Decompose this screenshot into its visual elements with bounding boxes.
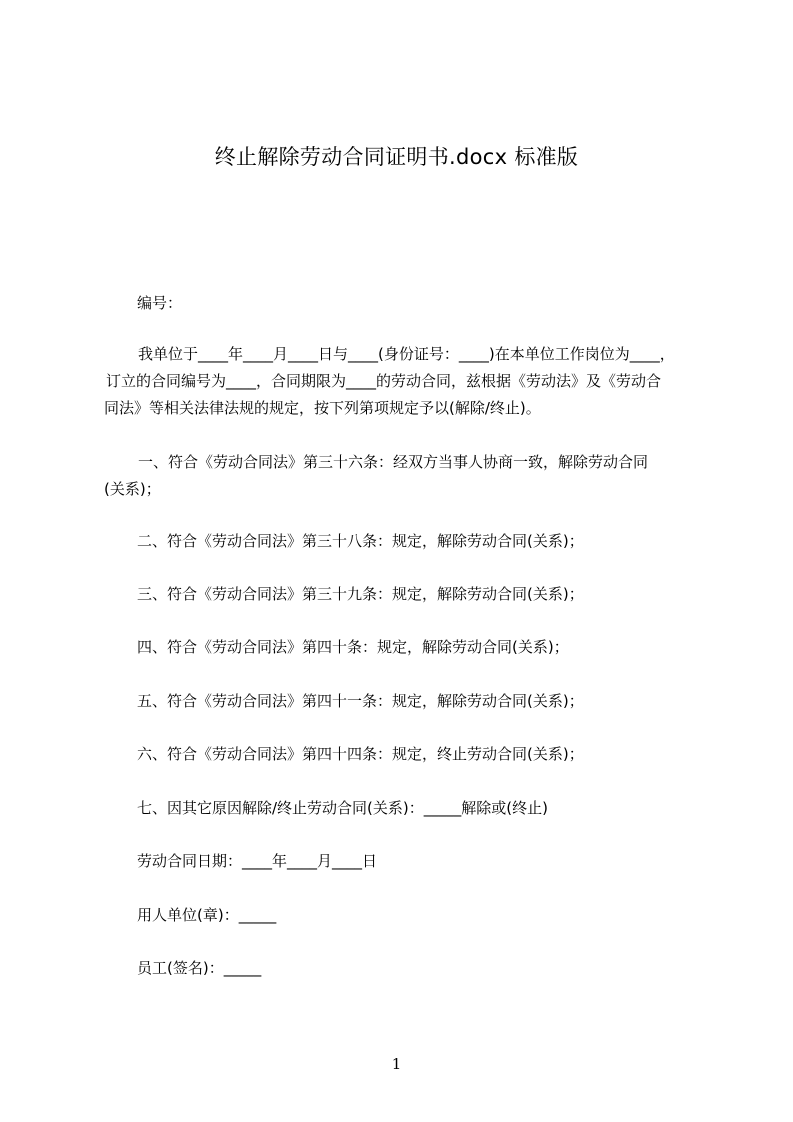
clause-item-1-line-2: (关系)； [104,480,161,498]
contract-date-field: 劳动合同日期：____年____月____日 [137,852,378,870]
document-title: 终止解除劳动合同证明书.docx 标准版 [214,145,579,169]
intro-line-2: 订立的合同编号为____，合同期限为____的劳动合同，兹根据《劳动法》及《劳动合 [106,372,662,390]
page-number: 1 [391,1055,402,1073]
clause-item-1-line-1: 一、符合《劳动合同法》第三十六条：经双方当事人协商一致，解除劳动合同 [138,453,649,471]
clause-item-2: 二、符合《劳动合同法》第三十八条：规定，解除劳动合同(关系)； [137,532,584,550]
employee-signature-field: 员工(签名)：_____ [137,959,262,977]
clause-item-6: 六、符合《劳动合同法》第四十四条：规定，终止劳动合同(关系)； [137,745,584,763]
clause-item-3: 三、符合《劳动合同法》第三十九条：规定，解除劳动合同(关系)； [137,585,584,603]
clause-item-1 [104,449,704,503]
number-label: 编号： [137,294,183,312]
intro-line-3: 同法》等相关法律法规的规定，按下列第项规定予以(解除/终止)。 [104,399,541,417]
clause-item-5: 五、符合《劳动合同法》第四十一条：规定，解除劳动合同(关系)； [137,692,584,710]
intro-line-1: 我单位于____年____月____日与____(身份证号：____)在本单位工作岗位为____， [138,345,675,363]
employer-seal-field: 用人单位(章)：_____ [137,906,277,924]
clause-item-7: 七、因其它原因解除/终止劳动合同(关系)：_____解除或(终止) [137,799,548,817]
intro-paragraph [104,341,704,422]
clause-item-4: 四、符合《劳动合同法》第四十条：规定，解除劳动合同(关系)； [137,638,569,656]
